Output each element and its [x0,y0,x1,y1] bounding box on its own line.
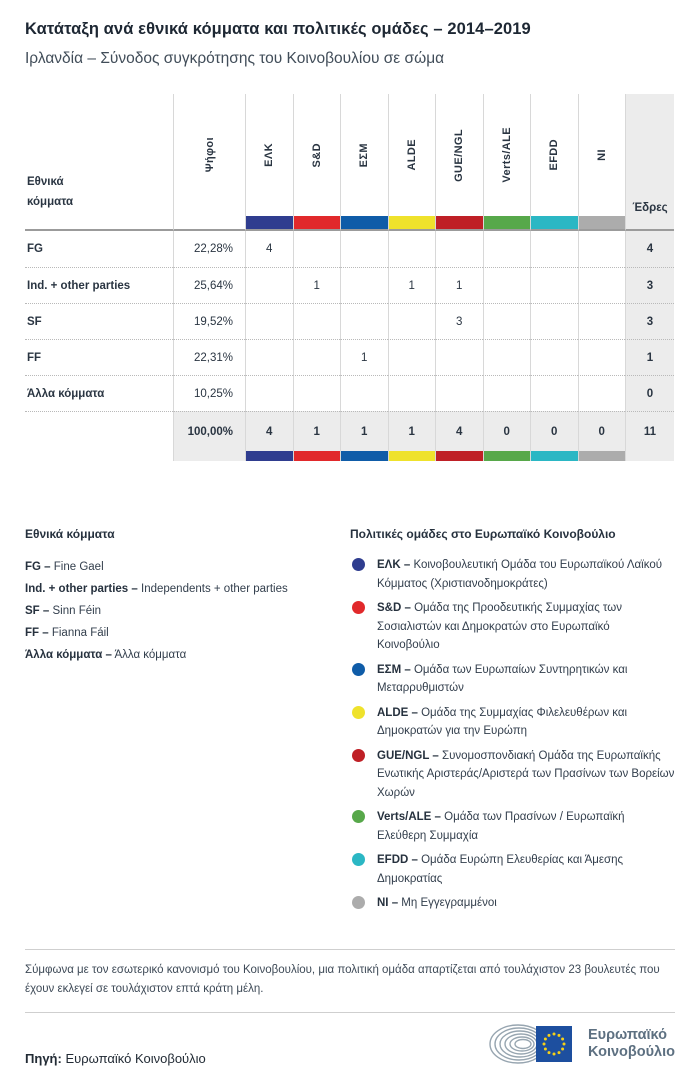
group-seat-cell [483,375,531,411]
source-line: Πηγή: Ευρωπαϊκό Κοινοβούλιο [25,1050,206,1066]
results-table [25,94,674,461]
totals-group-cell: 4 [245,411,293,461]
group-seat-cell [340,375,388,411]
group-seat-cell: 4 [245,231,293,267]
col-header-votes: Ψήφοι [173,94,245,231]
votes-cell: 22,31% [173,339,245,375]
col-header-national-parties: Εθνικά κόμματα [25,94,173,231]
legend-item: EFDD – Ομάδα Ευρώπη Ελευθερίας και Άμεσης Δημοκρατίας [350,851,675,888]
col-header-group-ni: NI [578,94,626,231]
total-seats-cell: 1 [625,339,674,375]
group-seat-cell [340,303,388,339]
group-color-bar [341,216,388,229]
group-seat-cell [530,231,578,267]
party-name-cell: Ind. + other parties [25,267,173,303]
group-seat-cell [483,267,531,303]
group-seat-cell [245,267,293,303]
group-seat-cell [530,375,578,411]
group-color-bar [436,216,483,229]
group-seat-cell [578,375,626,411]
legend-item: S&D – Ομάδα της Προοδευτικής Συμμαχίας των Σοσιαλιστών και Δημοκρατών στο Ευρωπαϊκό Κοινοβούλιο [350,599,675,655]
legend-item: ALDE – Ομάδα της Συμμαχίας Φιλελευθέρων και Δημοκρατών για την Ευρώπη [350,704,675,741]
group-color-dot [352,896,365,909]
group-seat-cell [435,339,483,375]
political-groups-legend-title: Πολιτικές ομάδες στο Ευρωπαϊκό Κοινοβούλιο [350,527,616,541]
legend-item: GUE/NGL – Συνομοσπονδιακή Ομάδα της Ευρωπαϊκής Ενωτικής Αριστεράς/Αριστερά των Πρασίνων των Βορείων Χωρών [350,747,675,803]
page-subtitle: Ιρλανδία – Σύνοδος συγκρότησης του Κοινοβουλίου σε σώμα [25,50,445,67]
votes-cell: 10,25% [173,375,245,411]
col-header-group-epp: ΕΛΚ [245,94,293,231]
party-name-cell: FF [25,339,173,375]
legend-item: FG – Fine Gael [25,561,104,573]
total-seats-cell: 4 [625,231,674,267]
col-header-group-vertsale: Verts/ALE [483,94,531,231]
party-name-cell: SF [25,303,173,339]
group-seat-cell [483,303,531,339]
group-seat-cell [578,303,626,339]
group-color-dot [352,749,365,762]
group-color-dot [352,558,365,571]
totals-votes-cell: 100,00% [173,411,245,461]
total-seats-cell: 3 [625,267,674,303]
logo-wordmark: Ευρωπαϊκό Κοινοβούλιο [587,1026,675,1060]
group-color-bar [436,451,483,461]
footnote: Σύμφωνα με τον εσωτερικό κανονισμό του Κοινοβουλίου, μια πολιτική ομάδα απαρτίζεται από τουλάχιστον 23 βουλευτές που έχουν εκλεγεί σε τουλάχιστον επτά κράτη μέλη. [25,949,675,1012]
legend-item: Verts/ALE – Ομάδα των Πρασίνων / Ευρωπαϊκή Ελεύθερη Συμμαχία [350,808,675,845]
totals-seats-cell: 11 [625,411,674,461]
totals-group-cell: 1 [388,411,436,461]
group-color-dot [352,810,365,823]
group-color-dot [352,853,365,866]
group-seat-cell [388,303,436,339]
footer [25,1012,675,1078]
national-parties-legend-title: Εθνικά κόμματα [25,527,115,541]
group-seat-cell: 1 [340,339,388,375]
group-seat-cell [245,375,293,411]
totals-group-cell: 0 [483,411,531,461]
col-header-group-alde: ALDE [388,94,436,231]
totals-group-cell: 1 [293,411,341,461]
page-title: Κατάταξη ανά εθνικά κόμματα και πολιτικές ομάδες – 2014–2019 [25,20,531,38]
group-color-dot [352,601,365,614]
legend-item: SF – Sinn Féin [25,605,102,617]
group-color-dot [352,663,365,676]
totals-group-cell: 4 [435,411,483,461]
party-name-cell: Άλλα κόμματα [25,375,173,411]
legend-item: ΕΣΜ – Ομάδα των Ευρωπαίων Συντηρητικών και Μεταρρυθμιστών [350,661,675,698]
totals-group-cell: 1 [340,411,388,461]
hemicycle-flag-icon [488,1020,580,1068]
totals-group-cell: 0 [530,411,578,461]
legend-section [25,527,675,919]
group-seat-cell [293,303,341,339]
group-seat-cell [530,339,578,375]
group-color-bar [531,451,578,461]
group-color-bar [579,216,626,229]
group-seat-cell [245,303,293,339]
political-groups-legend [350,527,675,919]
group-color-bar [341,451,388,461]
votes-cell: 19,52% [173,303,245,339]
totals-empty-cell [25,411,173,461]
group-seat-cell: 1 [388,267,436,303]
group-color-bar [484,216,531,229]
group-seat-cell [388,231,436,267]
totals-group-cell: 0 [578,411,626,461]
group-color-bar [246,451,293,461]
col-header-seats: Έδρες [625,94,674,231]
group-seat-cell [578,231,626,267]
group-seat-cell [340,267,388,303]
group-color-bar [531,216,578,229]
group-seat-cell [483,339,531,375]
group-color-dot [352,706,365,719]
legend-item: NI – Μη Εγγεγραμμένοι [350,894,675,913]
group-seat-cell [293,231,341,267]
legend-item: Άλλα κόμματα – Άλλα κόμματα [25,649,187,661]
legend-item: ΕΛΚ – Κοινοβουλευτική Ομάδα του Ευρωπαϊκού Λαϊκού Κόμματος (Χριστιανοδημοκράτες) [350,556,675,593]
col-header-group-sd: S&D [293,94,341,231]
group-seat-cell: 3 [435,303,483,339]
party-name-cell: FG [27,243,43,255]
group-seat-cell: 1 [435,267,483,303]
group-seat-cell [483,231,531,267]
group-color-bar [294,451,341,461]
national-parties-legend [25,527,350,919]
group-seat-cell [578,339,626,375]
group-seat-cell: 1 [293,267,341,303]
group-seat-cell [293,375,341,411]
group-seat-cell [435,375,483,411]
group-color-bar [579,451,626,461]
votes-cell: 22,28% [173,231,245,267]
col-header-group-guengl: GUE/NGL [435,94,483,231]
total-seats-cell: 0 [625,375,674,411]
group-seat-cell [388,339,436,375]
group-seat-cell [435,231,483,267]
group-color-bar [246,216,293,229]
group-seat-cell [530,267,578,303]
group-seat-cell [530,303,578,339]
group-color-bar [484,451,531,461]
col-header-group-ecr: ΕΣΜ [340,94,388,231]
european-parliament-logo [488,1020,675,1068]
total-seats-cell: 3 [625,303,674,339]
group-seat-cell [340,231,388,267]
legend-item: FF – Fianna Fáil [25,627,109,639]
votes-cell: 25,64% [173,267,245,303]
group-seat-cell [293,339,341,375]
col-header-group-efdd: EFDD [530,94,578,231]
group-color-bar [389,216,436,229]
group-color-bar [389,451,436,461]
group-seat-cell [245,339,293,375]
legend-item: Ind. + other parties – Independents + other parties [25,583,288,595]
group-color-bar [294,216,341,229]
group-seat-cell [578,267,626,303]
group-seat-cell [388,375,436,411]
